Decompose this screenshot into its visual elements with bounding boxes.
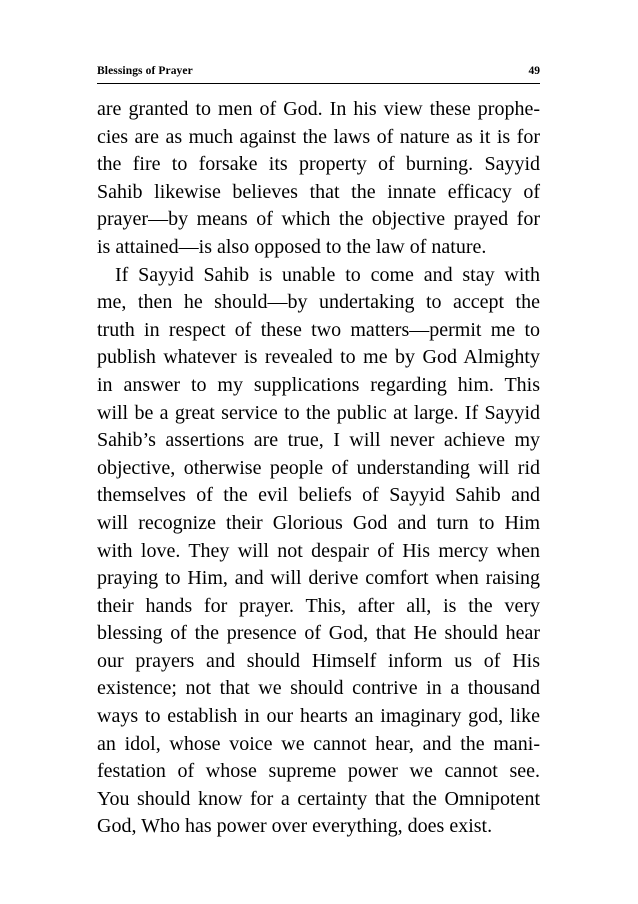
text-line: is attained—is also opposed to the law of nature.	[97, 235, 487, 258]
paragraph	[97, 262, 540, 841]
text-line: themselves of the evil beliefs of Sayyid Sahib and	[97, 484, 540, 507]
text-line: are granted to men of God. In his view these prophe-	[97, 98, 540, 120]
text-line: the fire to forsake its property of burning. Sayyid	[97, 153, 540, 176]
text-line: ways to establish in our hearts an imaginary god, like	[97, 705, 540, 728]
text-line: truth in respect of these two matters—permit me to	[97, 318, 540, 341]
text-line: cies are as much against the laws of nature as it is for	[97, 125, 540, 148]
text-line: praying to Him, and will derive comfort when raising	[97, 567, 540, 590]
text-line: If Sayyid Sahib is unable to come and stay with	[115, 263, 540, 286]
text-line: their hands for prayer. This, after all, is the very	[97, 594, 540, 617]
text-line: will be a great service to the public at large. If Sayyid	[97, 401, 540, 424]
text-line: publish whatever is revealed to me by God Almighty	[97, 346, 540, 369]
text-line: Sahib likewise believes that the innate efficacy of	[97, 180, 540, 203]
running-header-title: Blessings of Prayer	[97, 65, 193, 77]
text-line: with love. They will not despair of His mercy when	[97, 539, 540, 562]
text-line: prayer—by means of which the objective prayed for	[97, 208, 540, 231]
running-header	[97, 64, 540, 84]
text-line: our prayers and should Himself inform us of His	[97, 649, 540, 672]
text-line: an idol, whose voice we cannot hear, and the mani-	[97, 732, 540, 755]
text-line: me, then he should—by undertaking to accept the	[97, 291, 540, 314]
text-line: God, Who has power over everything, does exist.	[97, 815, 493, 838]
text-line: You should know for a certainty that the Omnipotent	[97, 787, 540, 810]
text-line: blessing of the presence of God, that He should hear	[97, 622, 540, 645]
page-number: 49	[528, 65, 540, 77]
text-line: will recognize their Glorious God and turn to Him	[97, 511, 540, 534]
body-text	[97, 96, 540, 841]
text-line: Sahib’s assertions are true, I will never achieve my	[97, 429, 540, 452]
text-line: festation of whose supreme power we cannot see.	[97, 760, 540, 783]
paragraph	[97, 96, 540, 262]
text-line: existence; not that we should contrive in a thousand	[97, 677, 540, 700]
text-line: objective, otherwise people of understanding will rid	[97, 456, 540, 479]
book-page	[97, 64, 540, 841]
text-line: in answer to my supplications regarding him. This	[97, 373, 540, 396]
